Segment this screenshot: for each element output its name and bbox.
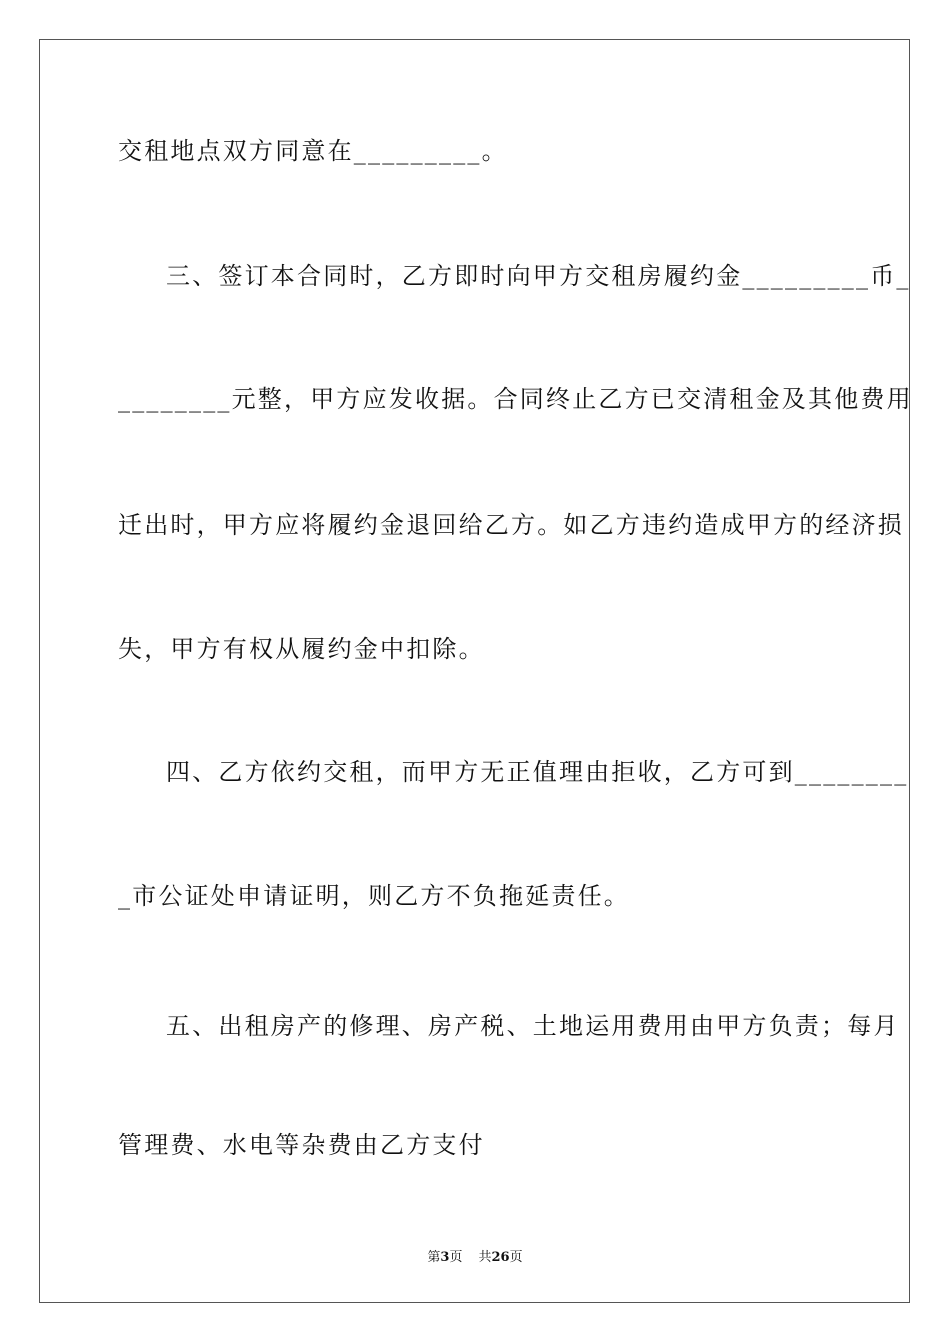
footer-total-unit: 页 <box>509 1250 523 1265</box>
paragraph-line: 交租地点双方同意在_________。 <box>118 137 508 165</box>
paragraph-line: 五、出租房产的修理、房产税、土地运用费用由甲方负责；每月 <box>166 1012 900 1040</box>
footer-page-current: 3 <box>440 1250 450 1265</box>
footer-page-total: 26 <box>491 1250 510 1265</box>
paragraph-line: _市公证处申请证明，则乙方不负拖延责任。 <box>118 882 630 910</box>
footer-page-prefix: 第 <box>427 1250 441 1265</box>
footer-page-unit: 页 <box>449 1250 463 1265</box>
page-border <box>39 39 910 1303</box>
page-footer <box>0 1249 950 1267</box>
paragraph-line: ________元整，甲方应发收据。合同终止乙方已交清租金及其他费用 <box>118 385 913 413</box>
paragraph-line: 四、乙方依约交租，而甲方无正值理由拒收，乙方可到________ <box>166 758 909 786</box>
paragraph-line: 失，甲方有权从履约金中扣除。 <box>118 635 485 663</box>
paragraph-line: 三、签订本合同时，乙方即时向甲方交租房履约金_________币_ <box>166 262 911 290</box>
paragraph-line: 迁出时，甲方应将履约金退回给乙方。如乙方违约造成甲方的经济损 <box>118 511 904 539</box>
paragraph-line: 管理费、水电等杂费由乙方支付 <box>118 1131 485 1159</box>
footer-total-prefix: 共 <box>478 1250 492 1265</box>
